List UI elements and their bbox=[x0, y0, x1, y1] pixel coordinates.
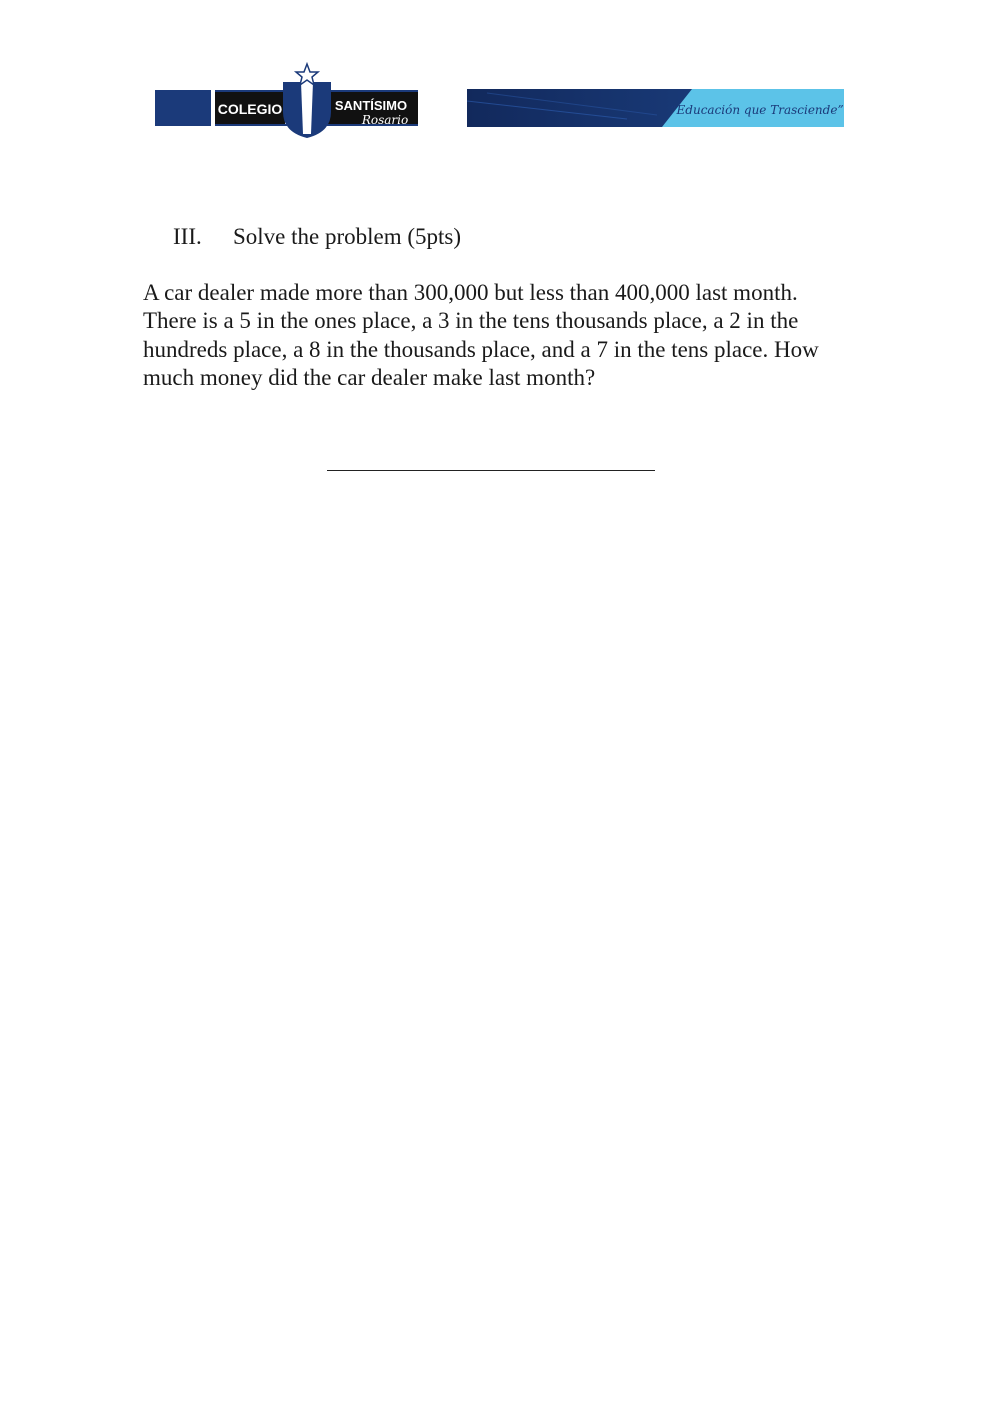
answer-blank-line[interactable] bbox=[327, 470, 655, 471]
problem-statement: A car dealer made more than 300,000 but less than 400,000 last month. There is a 5 in the ones place, a 3 in the tens thousands place, a 2 in the hundreds place, a 8 in the thousands place, and a 7 in the tens place. How much money did the car dealer make last month? bbox=[143, 280, 819, 391]
section-heading bbox=[173, 220, 461, 254]
section-title: Solve the problem (5pts) bbox=[233, 224, 462, 249]
section-numeral: III. bbox=[173, 224, 202, 249]
logo-script-word: Rosario bbox=[361, 113, 409, 127]
logo-word-right: SANTÍSIMO bbox=[334, 98, 408, 113]
star-icon bbox=[296, 64, 318, 85]
logo-word-left: COLEGIO bbox=[217, 101, 283, 117]
motto-banner bbox=[467, 89, 844, 127]
banner-motto: “Educación que Trasciende” bbox=[670, 103, 844, 117]
page-header bbox=[0, 0, 1000, 150]
school-logo bbox=[155, 62, 420, 140]
